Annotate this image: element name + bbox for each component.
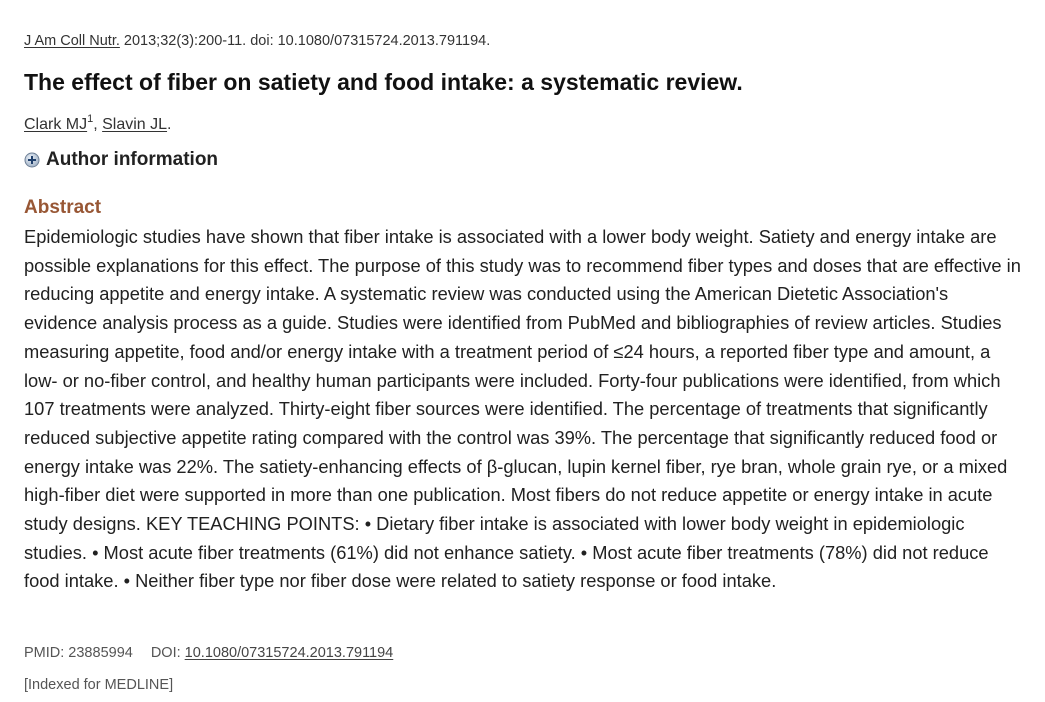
plus-circle-icon[interactable] xyxy=(24,152,40,168)
pmid: PMID: 23885994 xyxy=(24,645,133,661)
author-link-clark[interactable]: Clark MJ xyxy=(24,116,88,133)
identifier-line xyxy=(24,645,393,661)
abstract-text: Epidemiologic studies have shown that fiber intake is associated with a lower body weight. Satiety and energy intake are possible explanations for this effect. The purpose of this study was to recommend fiber types and doses that are effective in reducing appetite and energy intake. A systematic review was conducted using the American Dietetic Association's evidence analysis process as a guide. Studies were identified from PubMed and bibliographies of review articles. Studies measuring appetite, food and/or energy intake with a treatment period of ≤24 hours, a reported fiber type and amount, a low- or no-fiber control, and healthy human participants were included. Forty-four publications were identified, from which 107 treatments were analyzed. Thirty-eight fiber sources were identified. The percentage of treatments that significantly reduced subjective appetite rating compared with the control was 39%. The percentage that significantly reduced food or energy intake was 22%. The satiety-enhancing effects of β-glucan, lupin kernel fiber, rye bran, whole grain rye, or a mixed high-fiber diet were supported in more than one publication. Most fibers do not reduce appetite or energy intake in acute study designs. KEY TEACHING POINTS: • Dietary fiber intake is associated with lower body weight in epidemiologic studies. • Most acute fiber treatments (61%) did not enhance satiety. • Most acute fiber treatments (78%) did not reduce food intake. • Neither fiber type nor fiber dose were related to satiety response or food intake. xyxy=(24,226,1021,592)
doi-label: DOI: xyxy=(150,645,185,661)
indexed-status: [Indexed for MEDLINE] xyxy=(24,677,174,693)
author-separator: , xyxy=(93,116,103,133)
author-information-toggle[interactable] xyxy=(24,149,218,171)
author-list xyxy=(24,113,172,134)
journal-link[interactable]: J Am Coll Nutr. xyxy=(24,33,120,49)
author-list-end: . xyxy=(167,116,172,133)
article-title: The effect of fiber on satiety and food intake: a systematic review. xyxy=(24,69,743,95)
author-link-slavin[interactable]: Slavin JL xyxy=(102,116,168,133)
affiliation-marker[interactable]: 1 xyxy=(87,113,94,125)
doi-link[interactable]: 10.1080/07315724.2013.791194 xyxy=(184,645,394,661)
author-information-label[interactable]: Author information xyxy=(46,149,219,170)
citation-line xyxy=(24,33,490,49)
citation-details: 2013;32(3):200-11. doi: 10.1080/07315724.2013.791194. xyxy=(119,33,491,49)
abstract-heading: Abstract xyxy=(24,197,102,218)
